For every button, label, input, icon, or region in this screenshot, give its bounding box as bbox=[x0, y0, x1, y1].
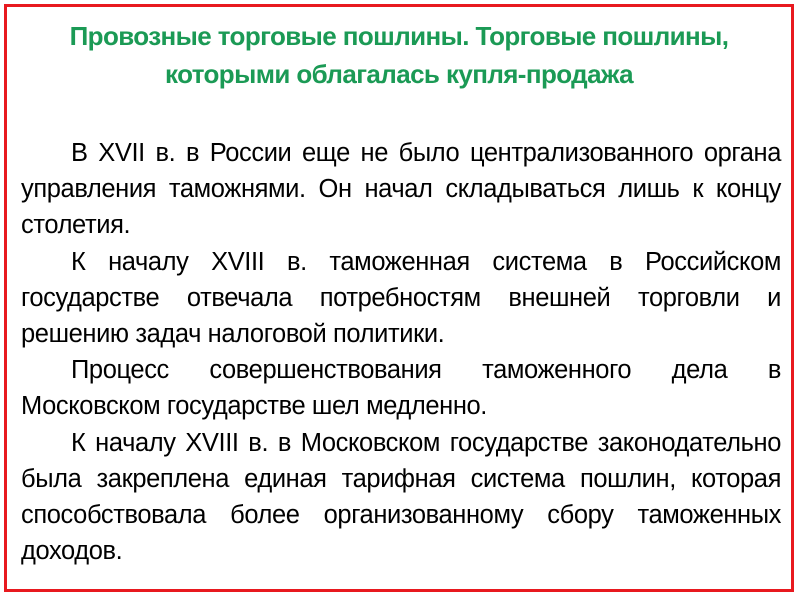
slide-title: Провозные торговые пошлины. Торговые пошлины, которыми облагалась купля-продажа bbox=[69, 21, 729, 89]
slide-body bbox=[21, 135, 781, 569]
paragraph-2: К началу XVIII в. таможенная система в Российском государстве отвечала потребностям внешней торговли и решению задач налоговой политики. bbox=[21, 247, 781, 349]
slide-frame bbox=[4, 4, 794, 592]
paragraph-3: Процесс совершенствования таможенного дела в Московском государстве шел медленно. bbox=[21, 356, 781, 421]
paragraph-4: К началу XVIII в. в Московском государстве законодательно была закреплена единая тарифная система пошлин, которая способствовала более организованному сбору таможенных доходов. bbox=[21, 428, 781, 566]
paragraph-1: В XVII в. в России еще не было централизованного органа управления таможнями. Он начал складываться лишь к концу столетия. bbox=[21, 139, 781, 240]
